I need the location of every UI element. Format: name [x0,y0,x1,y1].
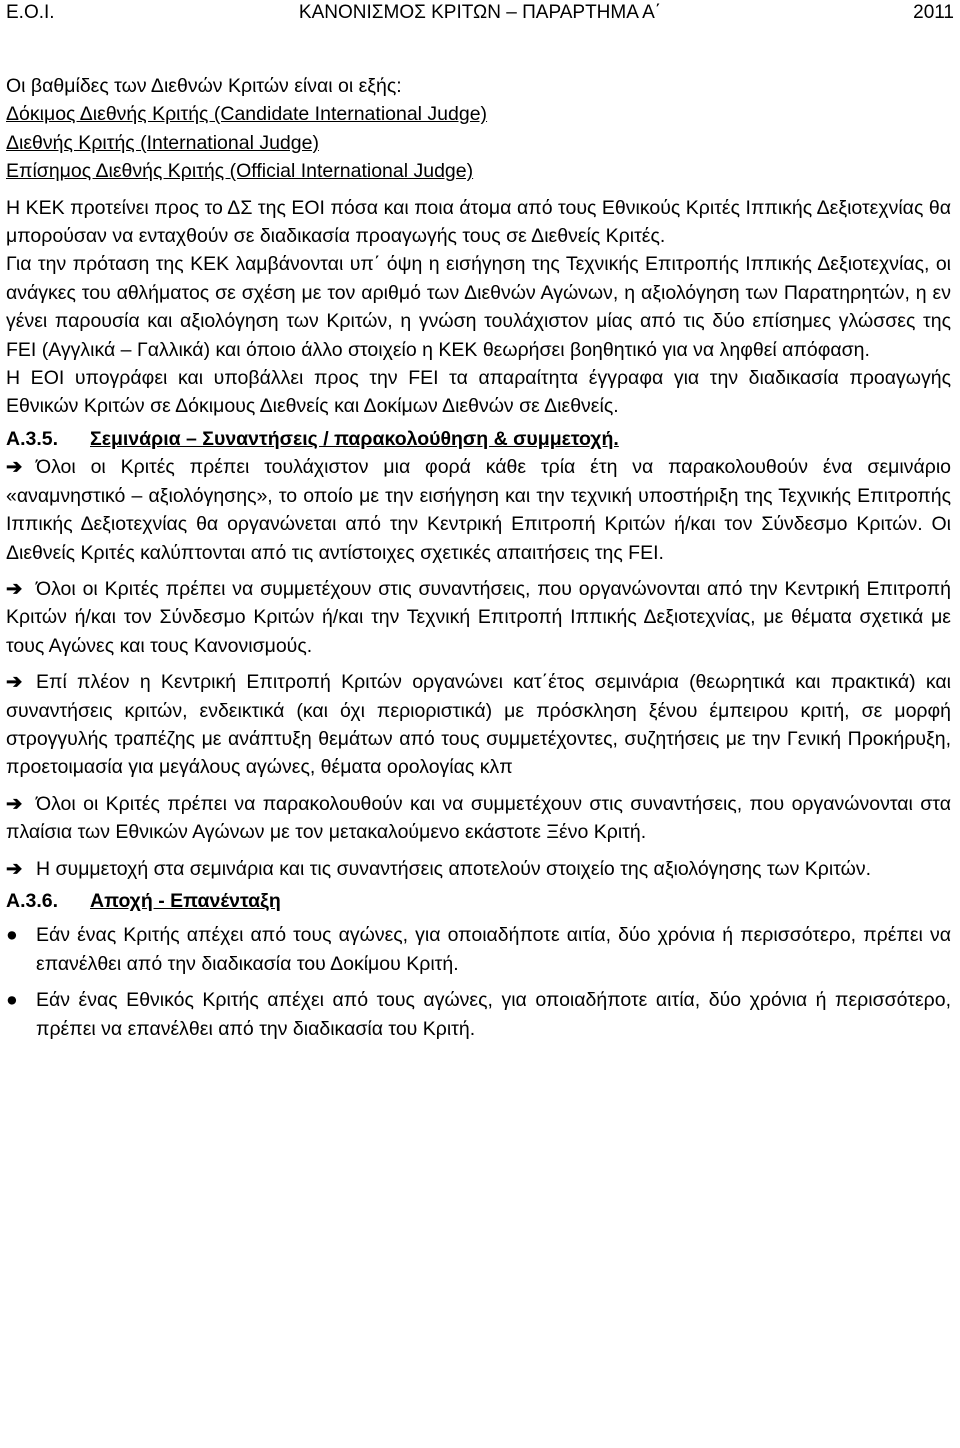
section-heading-a35 [6,425,951,453]
bullet-item [6,986,951,1043]
arrow-item-text: Όλοι οι Κριτές πρέπει τουλάχιστον μια φορά κάθε τρία έτη να παρακολουθούν ένα σεμινάριο «αναμνηστικό – αξιολόγησης», το οποίο με την εισήγηση και την τεχνική υποστήριξη της Τεχνικής Επιτροπής Ιππικής Δεξιοτεχνίας θα οργανώνεται από την Κεντρική Επιτροπή Κριτών ή/και τον Σύνδεσμο Κριτών. Οι Διεθνείς Κριτές καλύπτονται από τις αντίστοιχες σχετικές απαιτήσεις της FEI. [6,456,951,564]
arrow-item [6,453,951,567]
section-title: Αποχή - Επανένταξη [90,889,281,912]
grade-international: Διεθνής Κριτής (International Judge) [6,131,319,154]
paragraph-criteria: Για την πρόταση της ΚΕΚ λαμβάνονται υπ΄ όψη η εισήγηση της Τεχνικής Επιτροπής Ιππικής Δεξιοτεχνίας, οι ανάγκες του αθλήματος σε σχέση με τον αριθμό των Διεθνών Αγώνων, η αξιολόγηση των Παρατηρητών, η εν γένει παρουσία και αξιολόγηση των Κριτών, η γνώση τουλάχιστον μίας από τις δύο επίσημες γλώσσες της FEI (Αγγλικά – Γαλλικά) και όποιο άλλο στοιχείο η ΚΕΚ θεωρήσει βοηθητικό για να ληφθεί απόφαση. [6,253,951,361]
arrow-item-text: Επί πλέον η Κεντρική Επιτροπή Κριτών οργανώνει κατ΄έτος σεμινάρια (θεωρητικά και πρακτικά) και συναντήσεις κριτών, ενδεικτικά (και όχι περιοριστικά) με πρόσκληση ξένου έμπειρου κριτή, σε μορφή στρογγυλής τραπέζης με ανάπτυξη θεμάτων από τους συμμετέχοντες, συζητήσεις με την Γενική Προκήρυξη, προετοιμασία για μεγάλους αγώνες, θέματα ορολογίας κλπ [6,671,951,779]
header-title: ΚΑΝΟΝΙΣΜΟΣ ΚΡΙΤΩΝ – ΠΑΡΑΡΤΗΜΑ Α΄ [298,2,662,23]
header-year: 2011 [913,2,954,23]
paragraph-proposal: Η ΚΕΚ προτείνει προς το ΔΣ της ΕΟΙ πόσα και ποια άτομα από τους Εθνικούς Κριτές Ιππικής Δεξιοτεχνίας θα μπορούσαν να ενταχθούν σε διαδικασία προαγωγής τους σε Διεθνείς Κριτές. [6,196,951,248]
bullet-item-text: Εάν ένας Κριτής απέχει από τους αγώνες, για οποιαδήποτε αιτία, δύο χρόνια ή περισσότερο, πρέπει να επανέλθει από την διαδικασία του Δοκίμου Κριτή. [36,924,951,975]
header-organization: Ε.Ο.Ι. [6,2,55,23]
arrow-item [6,575,951,660]
arrow-icon: ➔ [6,857,23,880]
bullet-item-text: Εάν ένας Εθνικός Κριτής απέχει από τους αγώνες, για οποιαδήποτε αιτία, δύο χρόνια ή περισσότερο, πρέπει να επανέλθει από την διαδικασία του Κριτή. [36,989,951,1040]
page-header [0,0,960,26]
arrow-icon: ➔ [6,577,23,600]
arrow-item [6,790,951,847]
grade-official: Επίσημος Διεθνής Κριτής (Official International Judge) [6,160,474,183]
arrow-item-text: Όλοι οι Κριτές πρέπει να παρακολουθούν και να συμμετέχουν στις συναντήσεις, που οργανώνονται στα πλαίσια των Εθνικών Αγώνων με τον μετακαλούμενο εκάστοτε Ξένο Κριτή. [6,792,951,844]
arrow-item-text: Η συμμετοχή στα σεμινάρια και τις συναντήσεις αποτελούν στοιχείο της αξιολόγησης των Κριτών. [36,857,872,880]
bullet-icon: ● [6,924,18,947]
arrow-item [6,668,951,782]
arrow-icon: ➔ [6,792,23,815]
arrow-item [6,855,951,883]
arrow-icon: ➔ [6,456,23,479]
bullet-item [6,921,951,978]
paragraph-submission: Η ΕΟΙ υπογράφει και υποβάλλει προς την FEI τα απαραίτητα έγγραφα για την διαδικασία προαγωγής Εθνικών Κριτών σε Δόκιμους Διεθνείς και Δοκίμων Διεθνών σε Διεθνείς. [6,367,951,418]
grade-candidate: Δόκιμος Διεθνής Κριτής (Candidate International Judge) [6,103,488,126]
arrow-item-text: Όλοι οι Κριτές πρέπει να συμμετέχουν στις συναντήσεις, που οργανώνονται από την Κεντρική Επιτροπή Κριτών ή/και τον Σύνδεσμο Κριτών ή/και την Τεχνική Επιτροπή Ιππικής Δεξιοτεχνίας, με θέματα σχετικά με τους Αγώνες και τους Κανονισμούς. [6,577,951,657]
section-number: Α.3.5. [6,427,59,450]
section-title: Σεμινάρια – Συναντήσεις / παρακολούθηση & συμμετοχή. [90,427,619,450]
document-body [6,72,951,1043]
section-number: Α.3.6. [6,889,59,912]
grades-intro: Οι βαθμίδες των Διεθνών Κριτών είναι οι εξής: [6,75,402,97]
bullet-icon: ● [6,989,18,1012]
arrow-icon: ➔ [6,671,23,694]
section-heading-a36 [6,887,951,915]
